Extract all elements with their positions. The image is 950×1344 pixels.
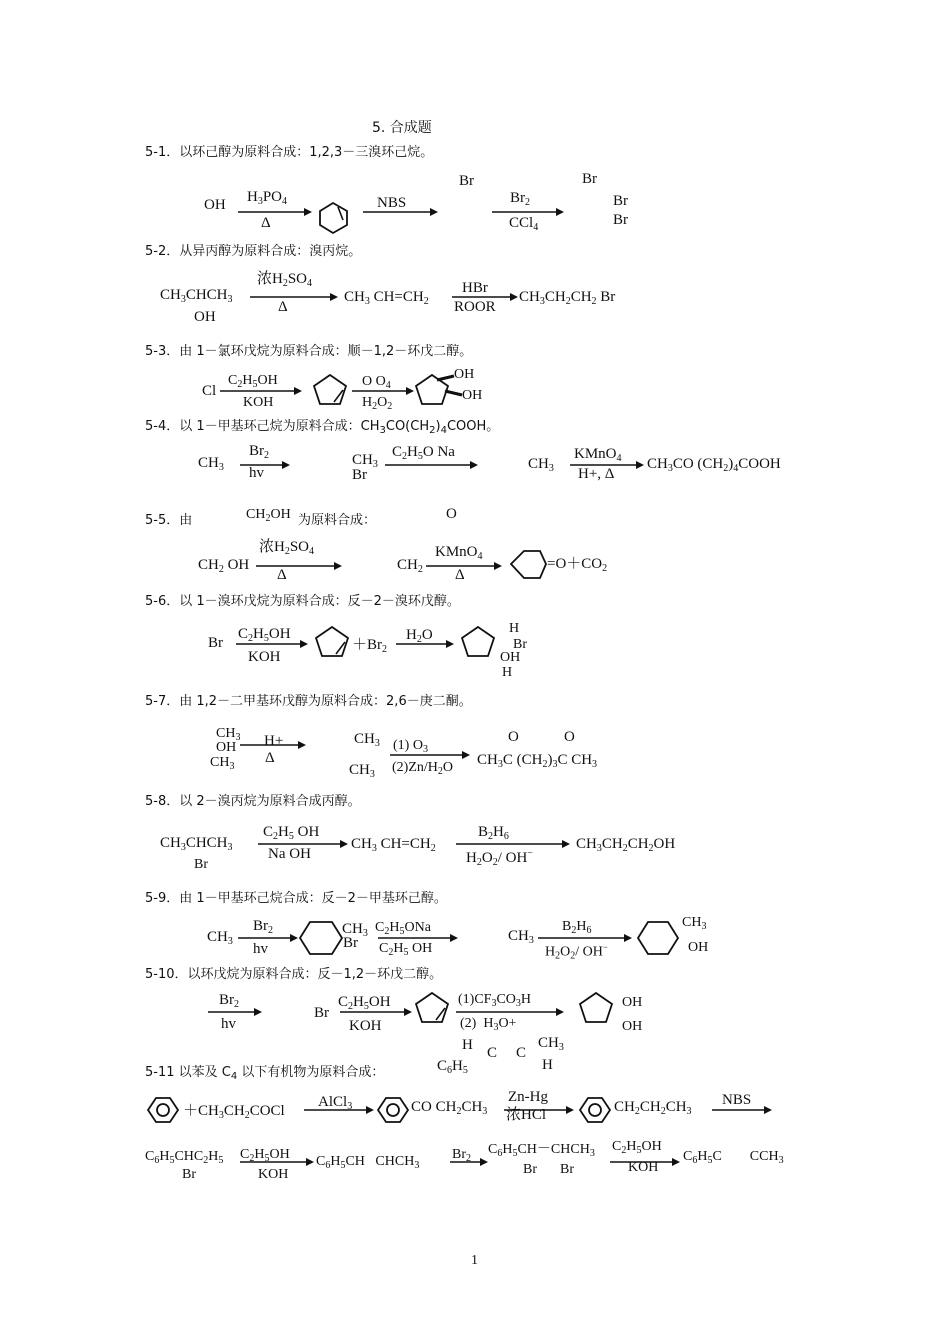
reagent-koh: KOH (243, 395, 274, 410)
problem-5-7-label: 5-7．由 1,2－二甲基环戊醇为原料合成：2,6－庚二酮。 (145, 694, 472, 709)
reagent-c2h5oh: $C_2H_5OH$ (228, 373, 278, 390)
h-label: H (502, 665, 513, 680)
problem-5-8-label: 5-8．以 2－溴丙烷为原料合成丙醇。 (145, 794, 361, 809)
oh-group: OH (622, 995, 643, 1010)
page-number: 1 (471, 1253, 478, 1268)
br-label: Br (208, 635, 223, 651)
reagent-o3: (1) $O_3$ (393, 738, 428, 755)
propenylbenzene: $C_6H_5CH$ $CHCH_3$ (316, 1154, 420, 1171)
propene: $CH_3$ $CH=CH_2$ (344, 289, 429, 307)
h-label: H (509, 621, 520, 636)
reagent-h2o: $H_2O$ (406, 627, 433, 645)
reagent-ccl4: CCl$_4$ (509, 215, 539, 233)
problem-5-5-label: 5-5．由 (145, 513, 193, 528)
reagent-h2o2-oh: $H_2O_2/$ OH− (466, 848, 533, 868)
methyl-label: $CH_3$ (198, 455, 224, 473)
reagent-b2h6: $B_2H_6$ (478, 824, 509, 842)
oh-group: OH (454, 367, 475, 382)
reagent-hv: hv (221, 1016, 236, 1032)
br-label: Br (513, 637, 527, 652)
bromopropane-2: $CH_3CHCH_3$ (160, 835, 233, 853)
problem-5-4-label: 5-4．以 1－甲基环己烷为原料合成：$CH_3CO(CH_2)_4COOH$。 (145, 419, 500, 436)
problem-5-1-label: 5-1．以环己醇为原料合成：1,2,3－三溴环己烷。 (145, 145, 434, 160)
reagent-c2h5oh: $C_2H_5OH$ (238, 626, 291, 644)
cyclopentene-ring-3 (416, 993, 448, 1022)
methyl-label: $CH_3$ (210, 755, 235, 772)
o-label: O (508, 729, 519, 745)
cyclohexanone-ring (511, 551, 546, 578)
reagent-br2: $Br_2$ (452, 1147, 471, 1164)
reagent-koh: KOH (349, 1018, 382, 1034)
reagent-c2h5oh: $C_2H_5OH$ (338, 994, 391, 1012)
target-h: H (462, 1037, 473, 1053)
br-label-bottom: Br (613, 212, 628, 228)
ch2oh-label: $CH_2$ OH (198, 557, 250, 575)
product-5-4: $CH_3CO$ $(CH_2)_4COOH$ (647, 456, 781, 474)
reagent-delta: Δ (261, 215, 271, 231)
reagent-b2h6: $B_2H_6$ (562, 919, 592, 936)
reagent-h2so4: 浓$H_2SO_4$ (257, 271, 313, 289)
reagent-hv: hv (253, 941, 268, 957)
benzene-ring (148, 1098, 178, 1122)
bromohydrin-ring (462, 627, 494, 656)
reagent-zn-hg: Zn-Hg (508, 1089, 548, 1105)
reagent-h3o: (2) $H_3O+$ (460, 1016, 517, 1033)
propyl-chain: $CH_2CH_2CH_3$ (614, 1099, 692, 1117)
br-label: Br (182, 1167, 196, 1182)
methyl-label: $CH_3$ (349, 762, 375, 780)
reagent-h-delta: H+, Δ (578, 466, 615, 482)
br-label-top: Br (582, 171, 597, 187)
benzene-ring-3 (580, 1098, 610, 1122)
reagent-c2h5ona: $C_2H_5O$ Na (392, 444, 455, 462)
reagent-c2h5ona: $C_2H_5ONa$ (375, 920, 431, 937)
reagent-cf3co3h: $(1)CF_3CO_3H$ (458, 992, 532, 1009)
reagent-roor: ROOR (454, 299, 496, 315)
problem-5-11-label: 5-11 以苯及 $C_4$ 以下有机物为原料合成： (145, 1065, 385, 1082)
methyl-label: $CH_3$ (682, 915, 707, 932)
reagent-hbr: HBr (462, 280, 488, 296)
cl-label: Cl (202, 383, 217, 399)
reagent-oso4: O $O_4$ (362, 374, 391, 391)
oh-group: OH (216, 740, 237, 755)
reagent-h2o2-oh: $H_2O_2/$ OH− (545, 942, 608, 962)
trans-diol-ring (580, 993, 612, 1022)
ch2-label: $CH_2$ (397, 557, 423, 575)
problem-5-9-label: 5-9．由 1－甲基环己烷合成：反－2－甲基环己醇。 (145, 891, 447, 906)
reagent-c2h5oh: $C_2H_5OH$ (240, 1147, 290, 1164)
br-label: Br (459, 173, 474, 189)
dibromide: $C_6H_5CH-CHCH_3$ (488, 1142, 595, 1159)
reagent-delta: Δ (277, 567, 287, 583)
propanol: $CH_3CH_2CH_2OH$ (576, 836, 676, 854)
trans-methylcyclohexanol-ring (638, 922, 678, 954)
br-label: Br (523, 1162, 537, 1177)
methyl-label: $CH_3$ (508, 928, 534, 946)
reagent-delta: Δ (455, 567, 465, 583)
target-ch3: $CH_3$ (538, 1035, 564, 1053)
br-label: Br (314, 1005, 329, 1021)
reagent-hv: hv (249, 465, 264, 481)
reagent-hcl: 浓HCl (506, 1107, 547, 1123)
br-label: Br (343, 935, 358, 951)
problem-5-3-label: 5-3．由 1－氯环戊烷为原料合成：顺－1,2－环戊二醇。 (145, 344, 473, 359)
reagent-h2so4: 浓$H_2SO_4$ (259, 539, 315, 557)
problem-5-2-label: 5-2．从异丙醇为原料合成：溴丙烷。 (145, 244, 362, 259)
section-title: 5. 合成题 (372, 120, 432, 136)
reagent-br2: $Br_2$ (249, 443, 269, 461)
target-c6h5: $C_6H_5$ (437, 1058, 468, 1076)
o-label: O (446, 506, 457, 522)
reagent-br2: $Br_2$ (219, 992, 239, 1010)
plus-br2: $+Br_2$ (352, 637, 388, 655)
reagent-kmno4: KMnO$_4$ (574, 446, 622, 464)
target-c: C (487, 1045, 498, 1061)
propene: $CH_3$ $CH=CH_2$ (351, 836, 436, 854)
o-label: O (564, 729, 575, 745)
reagent-br2: $Br_2$ (510, 190, 530, 208)
reagent-delta: Δ (278, 299, 288, 315)
cyclopentene-ring-2 (316, 627, 348, 656)
reagent-zn-h2o: $(2)Zn/H_2O$ (392, 760, 454, 777)
reagent-h-plus: H+ (264, 733, 284, 749)
methyl-label: $CH_3$ (352, 452, 378, 470)
br-label: Br (352, 467, 367, 483)
reagent-br2: $Br_2$ (253, 918, 273, 936)
methyl-label: $CH_3$ (354, 731, 380, 749)
oh-group: OH (622, 1019, 643, 1034)
ketone-chain: CO $CH_2CH_3$ (411, 1099, 488, 1117)
oh-group: OH (194, 309, 216, 325)
methyl-label: $CH_3$ (528, 456, 554, 474)
reagent-nbs: NBS (377, 195, 407, 211)
bromopropane: $CH_3CH_2CH_2$ Br (519, 289, 616, 307)
product-5-7: $CH_3C$ $(CH_2)_3C$ $CH_3$ (477, 752, 598, 770)
oh-group: OH (688, 940, 709, 955)
target-c: C (516, 1045, 527, 1061)
reagent-nbs: NBS (722, 1092, 752, 1108)
reagent-alcl3: AlCl$_3$ (318, 1094, 353, 1112)
cyclohexane-ring (300, 922, 342, 954)
br-label-mid: Br (613, 193, 628, 209)
reagent-c2h5oh: $C_2H_5$ OH (263, 824, 320, 842)
reagent-naoh: Na OH (268, 846, 311, 862)
bromopropylbenzene: $C_6H_5CHC_2H_5$ (145, 1149, 224, 1166)
target-h: H (542, 1057, 553, 1073)
methyl-label: $CH_3$ (342, 921, 368, 939)
isopropanol: $CH_3CHCH_3$ (160, 287, 233, 305)
benzene-ring-2 (378, 1098, 408, 1122)
reagent-koh: KOH (628, 1160, 659, 1175)
br-label: Br (194, 857, 208, 872)
reagent-c2h5oh: $C_2H_5$ OH (379, 941, 433, 958)
oh-group: OH (462, 388, 483, 403)
problem-5-6-label: 5-6．以 1－溴环戊烷为原料合成：反－2－溴环戊醇。 (145, 594, 460, 609)
reagent-kmno4: KMnO$_4$ (435, 544, 483, 562)
problem-5-5-label-b: 为原料合成： (298, 513, 377, 528)
oh-group: OH (500, 650, 521, 665)
product-5-5: $=O+CO_2$ (547, 556, 608, 574)
reagent-h3po4: $H_3PO_4$ (247, 189, 288, 207)
ch2oh-label: $CH_2OH$ (246, 507, 291, 524)
methyl-label: $CH_3$ (207, 929, 233, 947)
alkyne-product: $C_6H_5C$ $CCH_3$ (683, 1149, 784, 1166)
reagent-h2o2: $H_2O_2$ (362, 395, 393, 412)
problem-5-10-label: 5-10．以环戊烷为原料合成：反－1,2－环戊二醇。 (145, 967, 443, 982)
reagent-c2h5oh: $C_2H_5OH$ (612, 1139, 662, 1156)
oh-group: OH (204, 197, 226, 213)
br-label: Br (560, 1162, 574, 1177)
methyl-label: $CH_3$ (216, 726, 241, 743)
reagent-koh: KOH (258, 1167, 289, 1182)
reagent-koh: KOH (248, 649, 281, 665)
cyclopentene-ring (314, 375, 346, 404)
reagent-delta: Δ (265, 750, 275, 766)
reactant-propanoyl-chloride: $+CH_3CH_2COCl$ (183, 1103, 285, 1121)
